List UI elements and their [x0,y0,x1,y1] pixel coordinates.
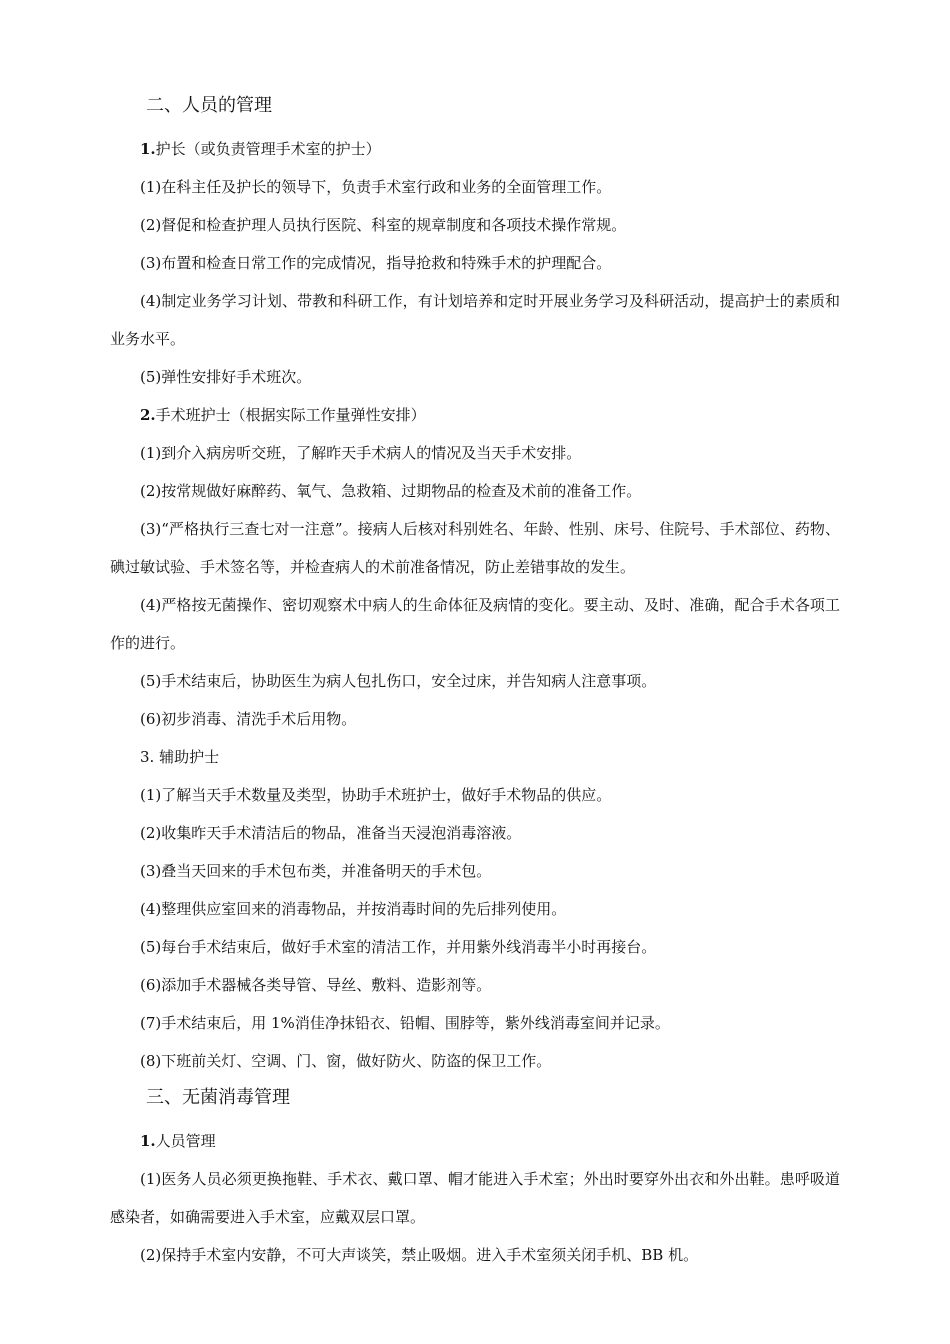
paragraph: (5)手术结束后，协助医生为病人包扎伤口，安全过床，并告知病人注意事项。 [140,672,657,690]
paragraph: (8)下班前关灯、空调、门、窗，做好防火、防盗的保卫工作。 [140,1052,552,1070]
subsection-number: 1. [140,140,156,158]
paragraph: (1)在科主任及护长的领导下，负责手术室行政和业务的全面管理工作。 [140,178,612,196]
section-heading: 三、无菌消毒管理 [146,1087,290,1108]
paragraph: (5)每台手术结束后，做好手术室的清洁工作，并用紫外线消毒半小时再接台。 [140,938,657,956]
subsection-label: 手术班护士（根据实际工作量弹性安排） [155,406,426,424]
subsection-number: 2. [140,406,156,424]
paragraph: (1)了解当天手术数量及类型，协助手术班护士，做好手术物品的供应。 [140,786,612,804]
subsection-title [110,738,840,776]
section-heading: 二、人员的管理 [146,95,272,116]
paragraph: (1)医务人员必须更换拖鞋、手术衣、戴口罩、帽才能进入手术室；外出时要穿外出衣和外出鞋。患呼吸道感染者，如确需要进入手术室，应戴双层口罩。 [110,1170,840,1226]
paragraph: (4)严格按无菌操作、密切观察术中病人的生命体征及病情的变化。要主动、及时、准确，配合手术各项工作的进行。 [110,596,840,652]
subsection-label: 辅助护士 [159,748,220,766]
subsection-label: 护长（或负责管理手术室的护士） [155,140,381,158]
document-page [110,88,840,1274]
paragraph: (2)收集昨天手术清洁后的物品，准备当天浸泡消毒溶液。 [140,824,522,842]
subsection-title [110,396,840,434]
subsection-title [110,1122,840,1160]
paragraph: (6)初步消毒、清洗手术后用物。 [140,710,357,728]
paragraph: (3)“严格执行三查七对一注意”。接病人后核对科别姓名、年龄、性别、床号、住院号、手术部位、药物、碘过敏试验、手术签名等，并检查病人的术前准备情况，防止差错事故的发生。 [110,520,840,576]
subsection-title [110,130,840,168]
paragraph: (2)按常规做好麻醉药、氧气、急救箱、过期物品的检查及术前的准备工作。 [140,482,642,500]
paragraph: (4)制定业务学习计划、带教和科研工作，有计划培养和定时开展业务学习及科研活动，提高护士的素质和业务水平。 [110,292,840,348]
paragraph: (3)叠当天回来的手术包布类，并准备明天的手术包。 [140,862,492,880]
paragraph: (2)保持手术室内安静，不可大声谈笑，禁止吸烟。进入手术室须关闭手机、BB 机。 [140,1246,699,1264]
subsection-label: 人员管理 [155,1132,216,1150]
paragraph: (2)督促和检查护理人员执行医院、科室的规章制度和各项技术操作常规。 [140,216,627,234]
paragraph: (1)到介入病房听交班，了解昨天手术病人的情况及当天手术安排。 [140,444,582,462]
paragraph: (5)弹性安排好手术班次。 [140,368,312,386]
paragraph: (7)手术结束后，用 1%消佳净抹铅衣、铅帽、围脖等，紫外线消毒室间并记录。 [140,1014,670,1032]
paragraph: (4)整理供应室回来的消毒物品，并按消毒时间的先后排列使用。 [140,900,567,918]
paragraph: (6)添加手术器械各类导管、导丝、敷料、造影剂等。 [140,976,492,994]
subsection-number: 3. [140,748,160,766]
subsection-number: 1. [140,1132,156,1150]
paragraph: (3)布置和检查日常工作的完成情况，指导抢救和特殊手术的护理配合。 [140,254,612,272]
